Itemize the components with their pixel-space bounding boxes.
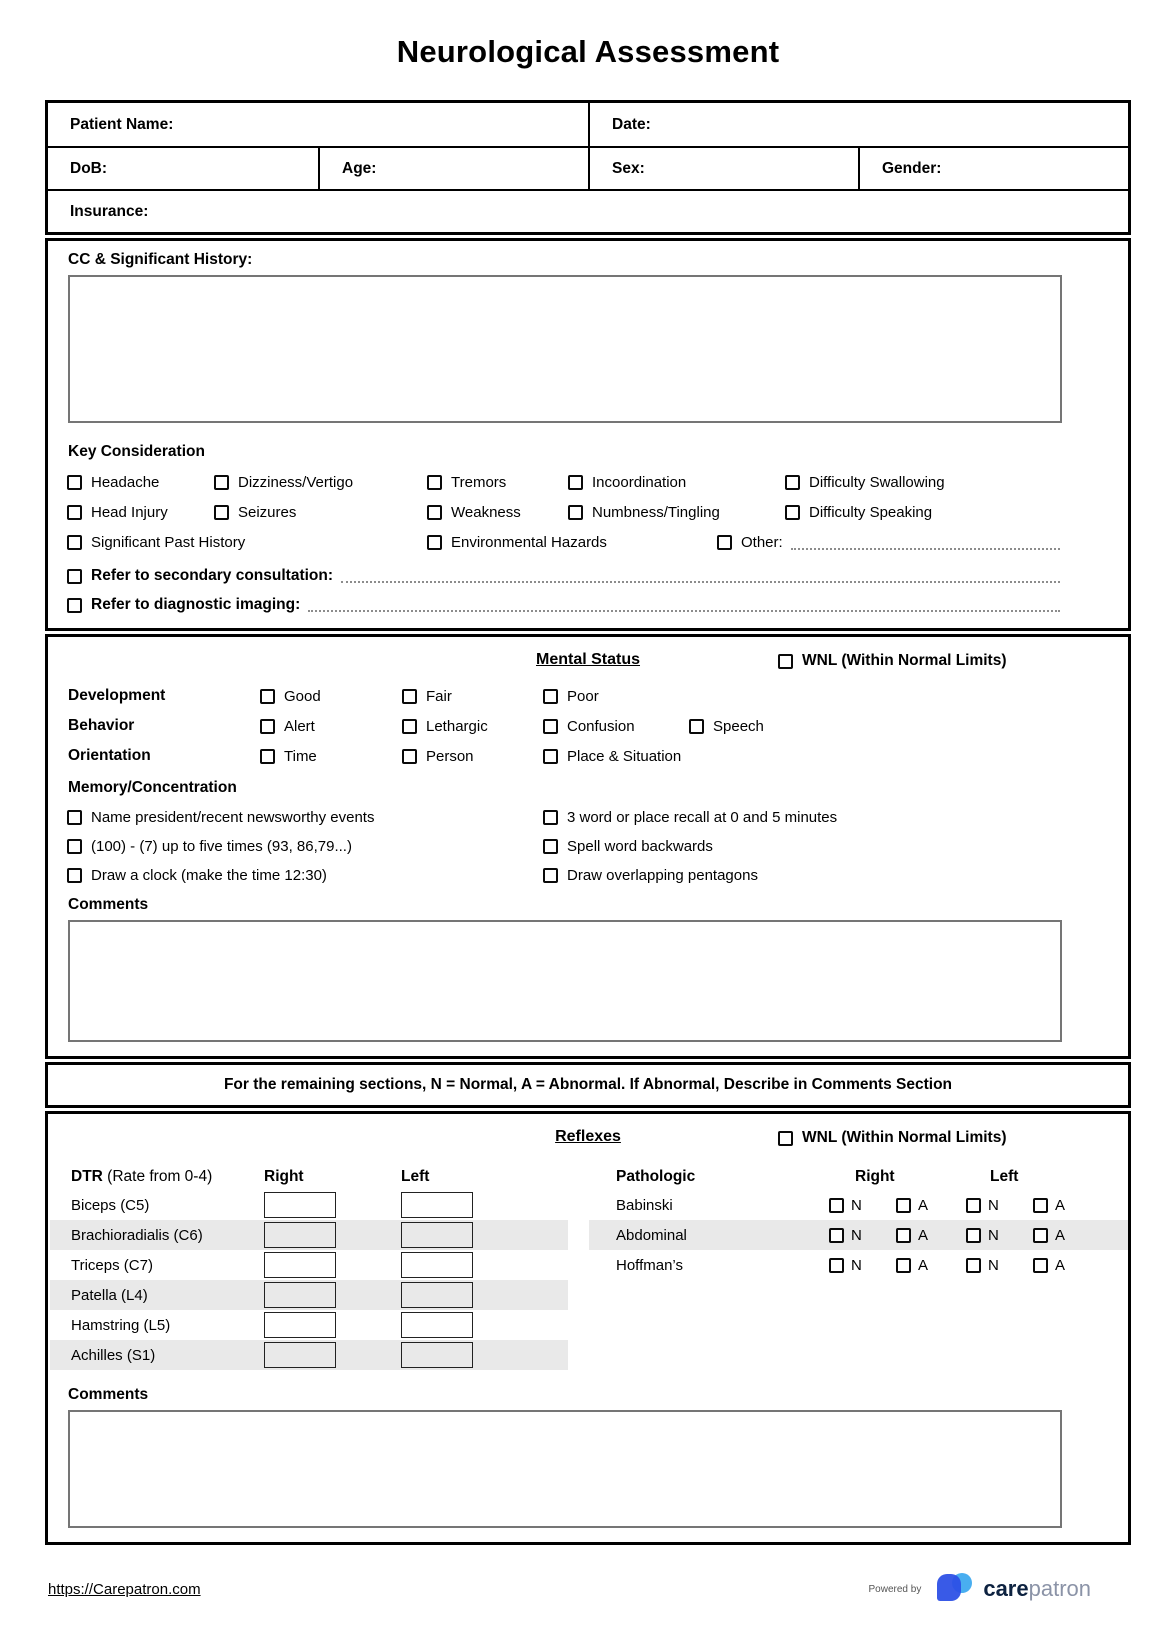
page-title: Neurological Assessment bbox=[396, 34, 780, 69]
incoordination-checkbox[interactable] bbox=[568, 475, 583, 490]
difficulty-speaking-label: Difficulty Speaking bbox=[809, 504, 933, 521]
refer-imaging-label: Refer to diagnostic imaging: bbox=[91, 596, 301, 613]
behavior-lethargic-label: Lethargic bbox=[426, 717, 488, 735]
headache-checkbox[interactable] bbox=[67, 475, 82, 490]
other-checkbox[interactable] bbox=[717, 535, 732, 550]
memory-row-2 bbox=[48, 838, 1128, 855]
word-recall-checkbox[interactable] bbox=[543, 810, 558, 825]
mental-wnl-item bbox=[778, 652, 1007, 670]
orientation-time-label: Time bbox=[284, 747, 317, 765]
carepatron-link[interactable]: https://Carepatron.com bbox=[48, 1580, 201, 1598]
babinski-left-normal-checkbox[interactable] bbox=[966, 1198, 981, 1213]
dtr-table bbox=[50, 1164, 568, 1370]
hamstring-right-input[interactable] bbox=[264, 1312, 336, 1338]
babinski-right-abnormal-label: A bbox=[918, 1196, 929, 1214]
spell-backwards-checkbox[interactable] bbox=[543, 839, 558, 854]
behavior-label: Behavior bbox=[68, 717, 135, 734]
orientation-time-checkbox[interactable] bbox=[260, 749, 275, 764]
difficulty-swallowing-checkbox[interactable] bbox=[785, 475, 800, 490]
babinski-left-abnormal-label: A bbox=[1055, 1196, 1066, 1214]
hoffmans-right-abnormal-label: A bbox=[918, 1256, 929, 1274]
form-page bbox=[45, 0, 1131, 1607]
dtr-row-patella bbox=[50, 1280, 568, 1310]
hoffmans-left-abnormal-checkbox[interactable] bbox=[1033, 1258, 1048, 1273]
insurance-field[interactable] bbox=[48, 189, 1128, 232]
key-consideration-label: Key Consideration bbox=[68, 443, 205, 460]
abdominal-left-normal-label: N bbox=[988, 1226, 999, 1244]
babinski-label: Babinski bbox=[616, 1196, 673, 1214]
triceps-label: Triceps (C7) bbox=[71, 1256, 153, 1274]
orientation-person-checkbox[interactable] bbox=[402, 749, 417, 764]
mental-comments-textarea[interactable] bbox=[68, 920, 1062, 1042]
development-label: Development bbox=[68, 687, 166, 704]
dtr-rate-note: (Rate from 0-4) bbox=[107, 1168, 213, 1185]
instruction-banner-text: For the remaining sections, N = Normal, A = Abnormal. If Abnormal, Describe in Comments Section bbox=[223, 1076, 953, 1093]
hoffmans-left-abnormal-label: A bbox=[1055, 1256, 1066, 1274]
reflexes-section bbox=[45, 1111, 1131, 1545]
abdominal-left-normal-checkbox[interactable] bbox=[966, 1228, 981, 1243]
dtr-row-biceps bbox=[50, 1190, 568, 1220]
hoffmans-right-normal-checkbox[interactable] bbox=[829, 1258, 844, 1273]
development-poor-label: Poor bbox=[567, 687, 599, 705]
reflexes-wnl-label: WNL (Within Normal Limits) bbox=[802, 1129, 1007, 1146]
gender-field[interactable] bbox=[858, 146, 1128, 189]
development-fair-label: Fair bbox=[426, 687, 452, 705]
weakness-label: Weakness bbox=[451, 504, 521, 521]
refer-imaging-row bbox=[48, 596, 1128, 614]
reflexes-title: Reflexes bbox=[555, 1128, 621, 1145]
weakness-checkbox[interactable] bbox=[427, 505, 442, 520]
date-field[interactable] bbox=[588, 103, 1128, 146]
biceps-left-input[interactable] bbox=[401, 1192, 473, 1218]
brachioradialis-right-input[interactable] bbox=[264, 1222, 336, 1248]
history-section bbox=[45, 238, 1131, 631]
patient-info-table bbox=[45, 100, 1131, 235]
reflexes-wnl-item bbox=[778, 1129, 1007, 1147]
pathologic-row-babinski bbox=[589, 1190, 1128, 1220]
seizures-checkbox[interactable] bbox=[214, 505, 229, 520]
reflexes-comments-textarea[interactable] bbox=[68, 1410, 1062, 1528]
reflexes-header bbox=[48, 1128, 1128, 1152]
pathologic-table-header bbox=[589, 1164, 1128, 1190]
behavior-lethargic-checkbox[interactable] bbox=[402, 719, 417, 734]
abdominal-right-normal-label: N bbox=[851, 1226, 862, 1244]
hamstring-left-input[interactable] bbox=[401, 1312, 473, 1338]
gender-label: Gender: bbox=[882, 159, 942, 177]
pathologic-label: Pathologic bbox=[616, 1168, 696, 1185]
pathologic-left-column-header: Left bbox=[990, 1168, 1019, 1185]
dtr-row-hamstring bbox=[50, 1310, 568, 1340]
orientation-row bbox=[48, 747, 1128, 765]
significant-past-history-checkbox[interactable] bbox=[67, 535, 82, 550]
biceps-label: Biceps (C5) bbox=[71, 1196, 150, 1214]
reflexes-comments-label: Comments bbox=[68, 1386, 149, 1403]
behavior-row bbox=[48, 717, 1128, 735]
dizziness-vertigo-label: Dizziness/Vertigo bbox=[238, 474, 354, 491]
tremors-checkbox[interactable] bbox=[427, 475, 442, 490]
babinski-left-normal-label: N bbox=[988, 1196, 999, 1214]
head-injury-label: Head Injury bbox=[91, 504, 168, 521]
refer-secondary-row bbox=[48, 567, 1128, 585]
environmental-hazards-checkbox[interactable] bbox=[427, 535, 442, 550]
powered-by-label: Powered by bbox=[868, 1583, 922, 1595]
mental-comments-label: Comments bbox=[68, 896, 149, 913]
other-label: Other: bbox=[741, 534, 783, 551]
powered-by-block bbox=[869, 1571, 1091, 1607]
patella-right-input[interactable] bbox=[264, 1282, 336, 1308]
hoffmans-right-abnormal-checkbox[interactable] bbox=[896, 1258, 911, 1273]
memory-row-3 bbox=[48, 867, 1128, 884]
abdominal-left-abnormal-checkbox[interactable] bbox=[1033, 1228, 1048, 1243]
pathologic-right-column-header: Right bbox=[855, 1168, 895, 1185]
hoffmans-right-normal-label: N bbox=[851, 1256, 862, 1274]
mental-status-section bbox=[45, 634, 1131, 1059]
development-good-label: Good bbox=[284, 687, 321, 705]
development-poor-checkbox[interactable] bbox=[543, 689, 558, 704]
hoffmans-label: Hoffman’s bbox=[616, 1256, 683, 1274]
draw-pentagons-label: Draw overlapping pentagons bbox=[567, 867, 758, 884]
achilles-right-input[interactable] bbox=[264, 1342, 336, 1368]
pathologic-row-abdominal bbox=[589, 1220, 1128, 1250]
difficulty-swallowing-label: Difficulty Swallowing bbox=[809, 474, 945, 491]
abdominal-left-abnormal-label: A bbox=[1055, 1226, 1066, 1244]
brand-patron: patron bbox=[1028, 1576, 1091, 1601]
babinski-right-normal-label: N bbox=[851, 1196, 862, 1214]
abdominal-label: Abdominal bbox=[616, 1226, 687, 1244]
numbness-tingling-label: Numbness/Tingling bbox=[592, 504, 720, 521]
significant-past-history-label: Significant Past History bbox=[91, 534, 246, 551]
serial-sevens-checkbox[interactable] bbox=[67, 839, 82, 854]
biceps-right-input[interactable] bbox=[264, 1192, 336, 1218]
hoffmans-left-normal-label: N bbox=[988, 1256, 999, 1274]
abdominal-right-abnormal-label: A bbox=[918, 1226, 929, 1244]
dizziness-vertigo-checkbox[interactable] bbox=[214, 475, 229, 490]
babinski-left-abnormal-checkbox[interactable] bbox=[1033, 1198, 1048, 1213]
development-good-checkbox[interactable] bbox=[260, 689, 275, 704]
mental-wnl-label: WNL (Within Normal Limits) bbox=[802, 652, 1007, 669]
key-consideration-row-2 bbox=[48, 504, 1128, 521]
spell-backwards-label: Spell word backwards bbox=[567, 838, 713, 855]
sex-field[interactable] bbox=[588, 146, 858, 189]
hamstring-label: Hamstring (L5) bbox=[71, 1316, 171, 1334]
dtr-label: DTR bbox=[71, 1168, 103, 1185]
dob-label: DoB: bbox=[70, 159, 108, 177]
abdominal-right-normal-checkbox[interactable] bbox=[829, 1228, 844, 1243]
abdominal-right-abnormal-checkbox[interactable] bbox=[896, 1228, 911, 1243]
development-row bbox=[48, 687, 1128, 705]
patella-label: Patella (L4) bbox=[71, 1286, 148, 1304]
dtr-table-header bbox=[50, 1164, 568, 1190]
hoffmans-left-normal-checkbox[interactable] bbox=[966, 1258, 981, 1273]
patella-left-input[interactable] bbox=[401, 1282, 473, 1308]
pathologic-table bbox=[589, 1164, 1128, 1370]
dtr-row-brachioradialis bbox=[50, 1220, 568, 1250]
difficulty-speaking-checkbox[interactable] bbox=[785, 505, 800, 520]
history-label: CC & Significant History: bbox=[68, 251, 253, 268]
brand-care: care bbox=[983, 1576, 1029, 1601]
dtr-row-triceps bbox=[50, 1250, 568, 1280]
behavior-speech-label: Speech bbox=[713, 717, 764, 735]
instruction-banner bbox=[45, 1062, 1131, 1108]
dtr-row-achilles bbox=[50, 1340, 568, 1370]
dob-field[interactable] bbox=[48, 146, 318, 189]
dtr-left-column-header: Left bbox=[401, 1168, 430, 1185]
orientation-place-checkbox[interactable] bbox=[543, 749, 558, 764]
page-footer bbox=[45, 1571, 1131, 1607]
date-label: Date: bbox=[612, 115, 651, 133]
headache-label: Headache bbox=[91, 474, 160, 491]
refer-secondary-label: Refer to secondary consultation: bbox=[91, 567, 334, 584]
tremors-label: Tremors bbox=[451, 474, 507, 491]
triceps-left-input[interactable] bbox=[401, 1252, 473, 1278]
achilles-left-input[interactable] bbox=[401, 1342, 473, 1368]
name-president-label: Name president/recent newsworthy events bbox=[91, 809, 375, 826]
draw-clock-label: Draw a clock (make the time 12:30) bbox=[91, 867, 327, 884]
head-injury-checkbox[interactable] bbox=[67, 505, 82, 520]
seizures-label: Seizures bbox=[238, 504, 297, 521]
orientation-person-label: Person bbox=[426, 747, 474, 765]
history-textarea[interactable] bbox=[68, 275, 1062, 423]
mental-wnl-checkbox[interactable] bbox=[778, 654, 793, 669]
age-label: Age: bbox=[342, 159, 377, 177]
mental-status-title: Mental Status bbox=[535, 651, 641, 668]
incoordination-label: Incoordination bbox=[592, 474, 687, 491]
reflexes-tables bbox=[48, 1164, 1128, 1370]
behavior-speech-checkbox[interactable] bbox=[689, 719, 704, 734]
behavior-alert-checkbox[interactable] bbox=[260, 719, 275, 734]
draw-clock-checkbox[interactable] bbox=[67, 868, 82, 883]
orientation-label: Orientation bbox=[68, 747, 151, 764]
achilles-label: Achilles (S1) bbox=[71, 1346, 156, 1364]
refer-secondary-checkbox[interactable] bbox=[67, 569, 82, 584]
patient-name-field[interactable] bbox=[48, 103, 588, 146]
pathologic-row-hoffmans bbox=[589, 1250, 1128, 1280]
refer-imaging-checkbox[interactable] bbox=[67, 598, 82, 613]
reflexes-wnl-checkbox[interactable] bbox=[778, 1131, 793, 1146]
refer-imaging-write-in-line[interactable] bbox=[308, 598, 1060, 612]
babinski-right-normal-checkbox[interactable] bbox=[829, 1198, 844, 1213]
age-field[interactable] bbox=[318, 146, 588, 189]
key-consideration-row-1 bbox=[48, 474, 1128, 491]
insurance-label: Insurance: bbox=[70, 202, 149, 220]
name-president-checkbox[interactable] bbox=[67, 810, 82, 825]
key-consideration-row-3 bbox=[48, 534, 1128, 551]
serial-sevens-label: (100) - (7) up to five times (93, 86,79...) bbox=[91, 838, 352, 855]
word-recall-label: 3 word or place recall at 0 and 5 minutes bbox=[567, 809, 838, 826]
mental-status-header bbox=[48, 651, 1128, 675]
brachioradialis-label: Brachioradialis (C6) bbox=[71, 1226, 203, 1244]
triceps-right-input[interactable] bbox=[264, 1252, 336, 1278]
memory-row-1 bbox=[48, 809, 1128, 826]
carepatron-logo-icon bbox=[933, 1571, 975, 1607]
draw-pentagons-checkbox[interactable] bbox=[543, 868, 558, 883]
brachioradialis-left-input[interactable] bbox=[401, 1222, 473, 1248]
babinski-right-abnormal-checkbox[interactable] bbox=[896, 1198, 911, 1213]
behavior-confusion-checkbox[interactable] bbox=[543, 719, 558, 734]
development-fair-checkbox[interactable] bbox=[402, 689, 417, 704]
behavior-alert-label: Alert bbox=[284, 717, 315, 735]
dtr-right-column-header: Right bbox=[264, 1168, 304, 1185]
sex-label: Sex: bbox=[612, 159, 645, 177]
patient-name-label: Patient Name: bbox=[70, 115, 174, 133]
orientation-place-label: Place & Situation bbox=[567, 747, 682, 765]
numbness-tingling-checkbox[interactable] bbox=[568, 505, 583, 520]
other-write-in-line[interactable] bbox=[791, 536, 1060, 550]
carepatron-wordmark bbox=[983, 1576, 1091, 1602]
behavior-confusion-label: Confusion bbox=[567, 717, 635, 735]
environmental-hazards-label: Environmental Hazards bbox=[451, 534, 607, 551]
refer-secondary-write-in-line[interactable] bbox=[341, 569, 1060, 583]
memory-concentration-label: Memory/Concentration bbox=[68, 779, 237, 796]
